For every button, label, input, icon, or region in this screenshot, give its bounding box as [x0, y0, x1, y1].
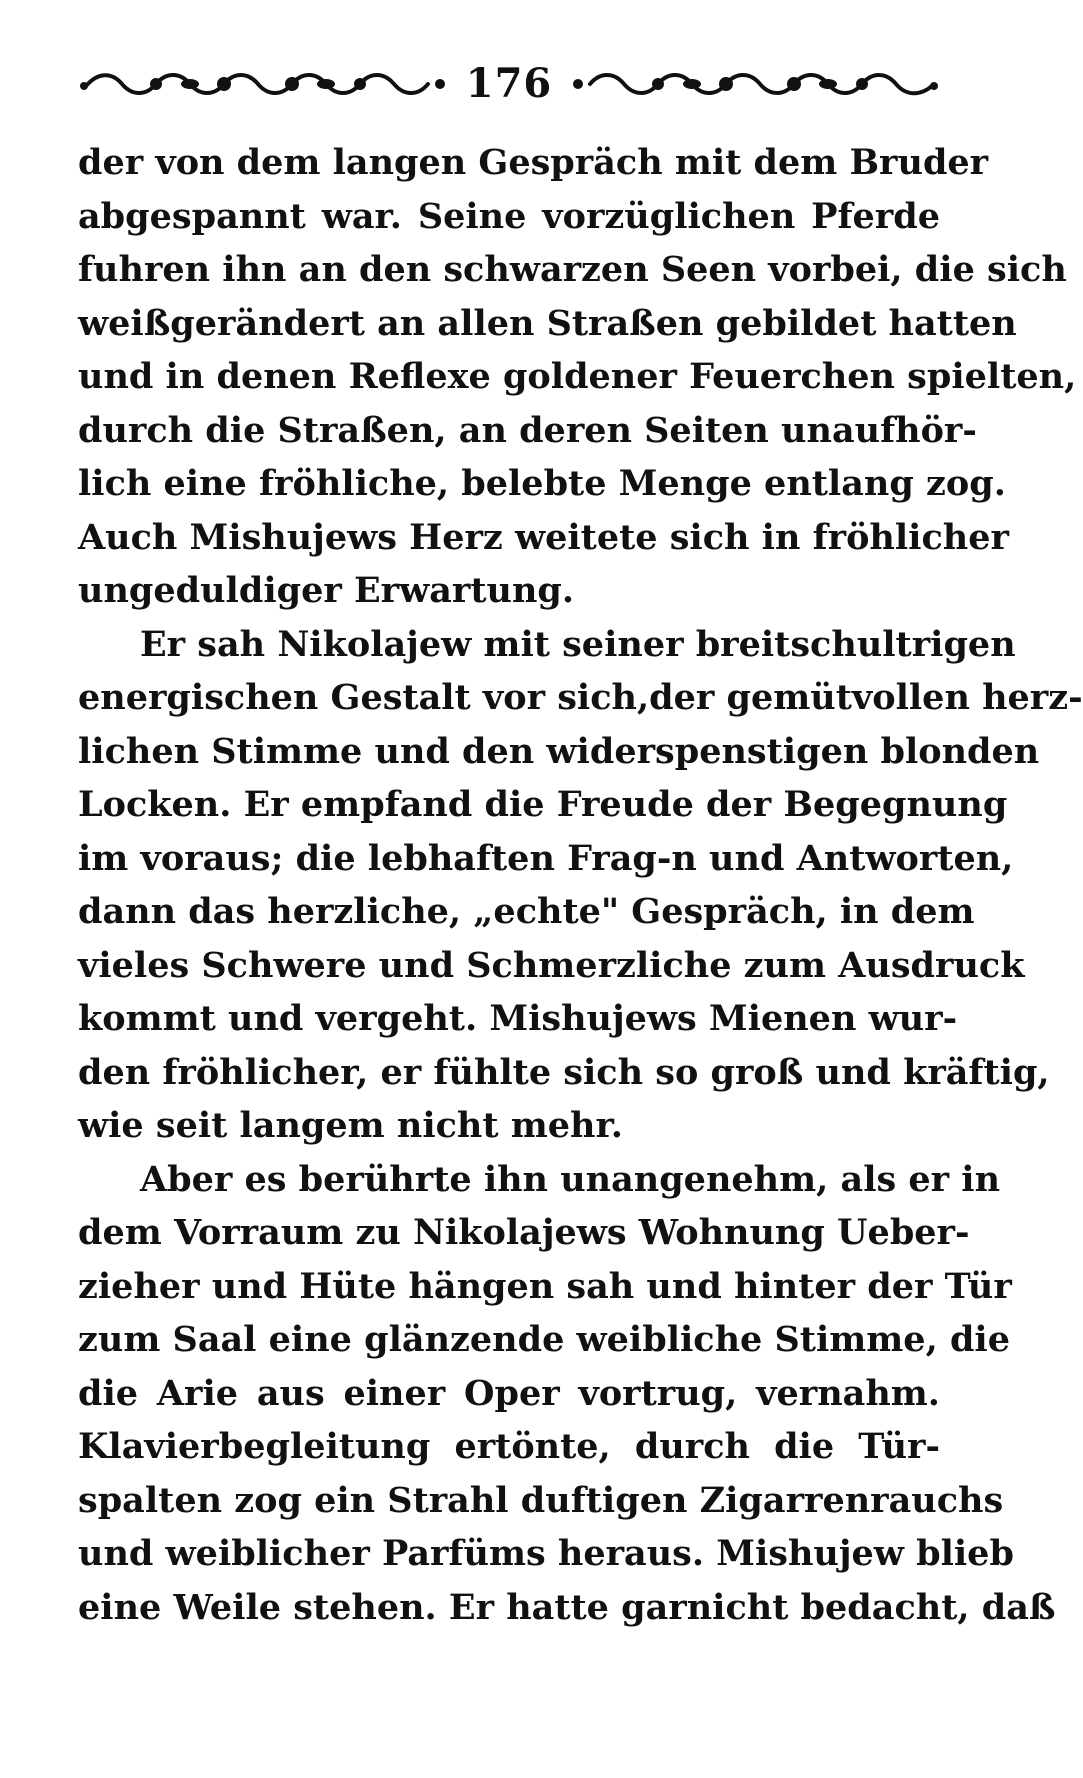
text-line: fuhren ihn an den schwarzen Seen vorbei, die sich	[78, 249, 1067, 290]
text-line: kommt und vergeht. Mishujews Mienen wur-	[78, 998, 958, 1039]
page-number: 176	[465, 60, 553, 107]
ornament-right-icon	[570, 64, 940, 104]
text-line: dem Vorraum zu Nikolajews Wohnung Ueber-	[78, 1212, 970, 1253]
text-line: wie seit langem nicht mehr.	[78, 1105, 623, 1146]
text-line: dann das herzliche, „echte" Gespräch, in dem	[78, 891, 975, 932]
ornament-left-icon	[78, 64, 448, 104]
text-line: spalten zog ein Strahl duftigen Zigarrenrauchs	[78, 1479, 1004, 1521]
text-line: Aber es berührte ihn unangenehm, als er in	[140, 1158, 1001, 1200]
text-line: ungeduldiger Erwartung.	[78, 570, 575, 611]
body-text	[78, 136, 1083, 1634]
text-line: abgespannt war. Seine vorzüglichen Pferde	[78, 195, 940, 237]
text-line: zieher und Hüte hängen sah und hinter der Tür	[78, 1265, 1012, 1307]
paragraph	[78, 136, 1077, 618]
text-line: lichen Stimme und den widerspenstigen blonden	[78, 730, 1040, 772]
text-line: lich eine fröhliche, belebte Menge entlang zog.	[78, 463, 1006, 504]
paragraph	[78, 618, 1083, 1153]
text-line: der von dem langen Gespräch mit dem Bruder	[78, 142, 989, 183]
text-line: den fröhlicher, er fühlte sich so groß und kräftig,	[78, 1051, 1050, 1093]
text-line: vieles Schwere und Schmerzliche zum Ausdruck	[78, 944, 1025, 986]
text-line: weißgerändert an allen Straßen gebildet hatten	[78, 302, 1017, 344]
page-header	[78, 52, 940, 116]
text-line: und in denen Reflexe goldener Feuerchen spielten,	[78, 356, 1077, 397]
text-line: Locken. Er empfand die Freude der Begegnung	[78, 784, 1008, 825]
paragraph	[78, 1153, 1056, 1635]
text-line: zum Saal eine glänzende weibliche Stimme, die	[78, 1319, 1010, 1360]
text-line: im voraus; die lebhaften Frag-n und Antworten,	[78, 837, 1014, 879]
text-line: Auch Mishujews Herz weitete sich in fröhlicher	[78, 516, 1009, 558]
text-line: und weiblicher Parfüms heraus. Mishujew blieb	[78, 1533, 1014, 1574]
text-line: durch die Straßen, an deren Seiten unaufhör-	[78, 409, 977, 451]
text-line: energischen Gestalt vor sich,der gemütvollen herz-	[78, 677, 1083, 718]
text-line: die Arie aus einer Oper vortrug, vernahm.	[78, 1372, 940, 1414]
text-line: Er sah Nikolajew mit seiner breitschultrigen	[140, 623, 1016, 665]
text-line: eine Weile stehen. Er hatte garnicht bedacht, daß	[78, 1586, 1056, 1628]
text-line: Klavierbegleitung ertönte, durch die Tür-	[78, 1426, 940, 1467]
